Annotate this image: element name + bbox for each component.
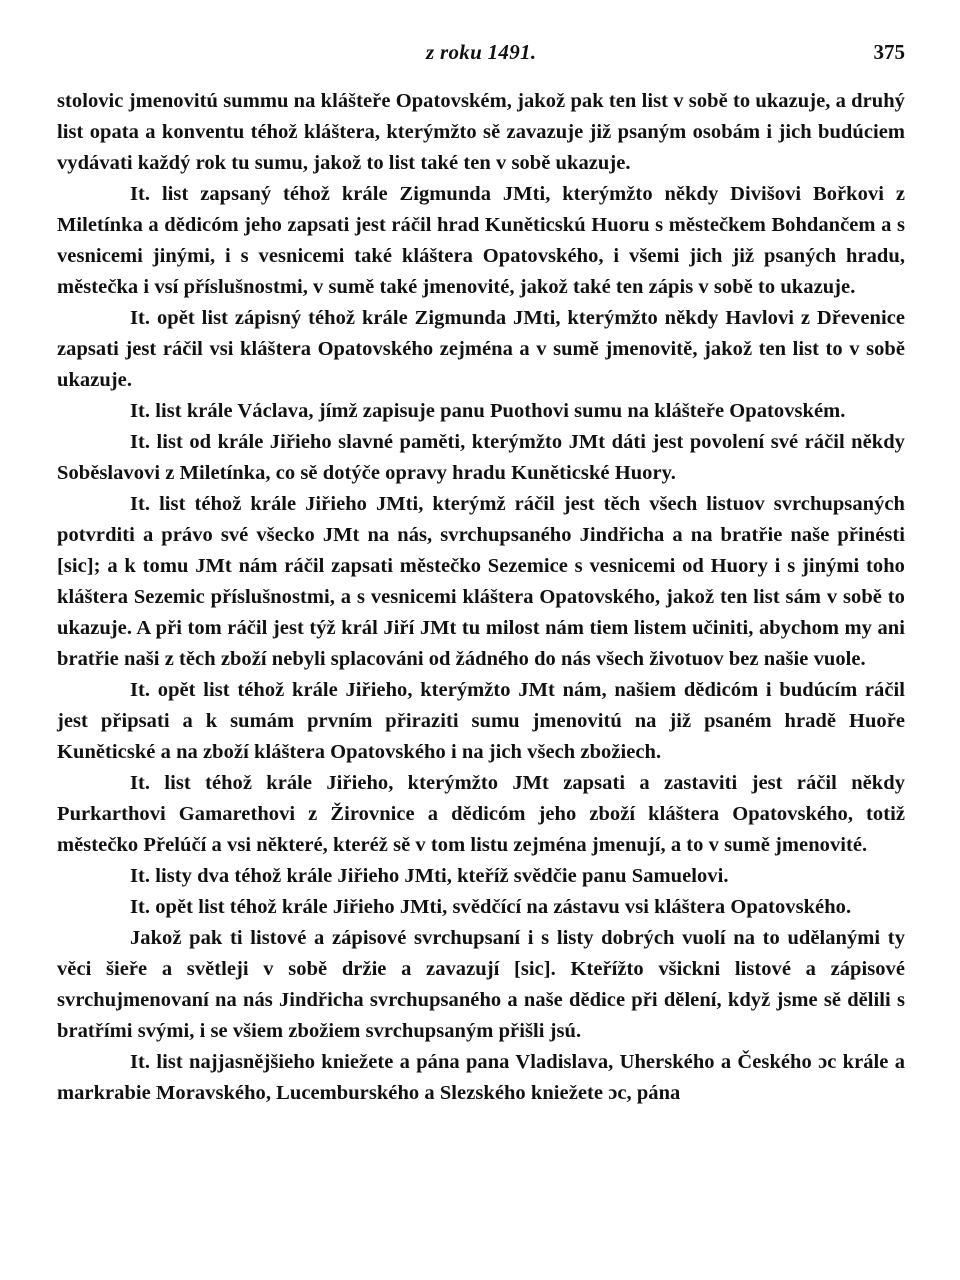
paragraph-jiri-list-pledge: It. opět list téhož krále Jiřieho JMti, svědčící na zástavu vsi kláštera Opatovského.	[130, 896, 852, 918]
running-head	[0, 40, 960, 70]
paragraph-summary: Jakož pak ti listové a zápisové svrchupsaní i s listy dobrých vuolí na to udělanými ty věci šieře a světleji v sobě držie a zavazují [sic]. Kteřížto všickni listové a zápisové svrchujmenovaní na nás Jindřicha svrchupsaného a naše dědice při dělení, když jsme sě dělili s bratřími svými, i se všiem zbožiem svrchupsaným přišli jsú.	[57, 927, 905, 1042]
paragraph-vaclav-list: It. list krále Václava, jímž zapisuje panu Puothovi sumu na klášteře Opatovském.	[130, 400, 846, 422]
paragraph-jiri-list-purkart: It. list téhož krále Jiřieho, kterýmžto JMt zapsati a zastaviti jest ráčil někdy Purkarthovi Gamarethovi z Žirovnice a dědicóm jeho zboží kláštera Opatovského, totiž městečko Přelúčí a vsi některé, kteréž sě v tom listu zejména jmenují, a to v sumě jmenovité.	[57, 772, 905, 856]
paragraph-jiri-list-sums: It. opět list téhož krále Jiřieho, kterýmžto JMt nám, našiem dědicóm i budúcím ráčil jest připsati a k sumám prvním přiraziti sumu jmenovitú na již psaném hradě Huoře Kuněticské a na zboží kláštera Opatovského i na jich všech zbožiech.	[57, 679, 905, 763]
paragraph-jiri-list-soheslav: It. list od krále Jiřieho slavné paměti, kterýmžto JMt dáti jest povolení své ráčil někdy Soběslavovi z Miletínka, co sě dotýče opravy hradu Kuněticské Huory.	[57, 431, 905, 484]
paragraph-vladislav-list: It. list najjasnějšieho kniežete a pána pana Vladislava, Uherského a Českého ɔc krále a markrabie Moravského, Lucemburského a Slezského kniežete ɔc, pána	[57, 1051, 905, 1104]
running-title: z roku 1491.	[426, 40, 537, 64]
paragraph-jiri-lists-samuel: It. listy dva téhož krále Jiřieho JMti, kteříž svědčie panu Samuelovi.	[130, 865, 729, 887]
paragraph-continuation: stolovic jmenovitú summu na klášteře Opatovském, jakož pak ten list v sobě to ukazuje, a druhý list opata a konventu téhož kláštera, kterýmžto sě zavazuje již psaným osobám i jich budúciem vydávati každý rok tu sumu, jakož to list také ten v sobě ukazuje.	[57, 90, 905, 174]
paragraph-jiri-list-confirmation: It. list téhož krále Jiřieho JMti, kterýmž ráčil jest těch všech listuov svrchupsaných potvrditi a právo své všecko JMt na nás, svrchupsaného Jindřicha a na bratřie naše přinésti [sic]; a k tomu JMt nám ráčil zapsati městečko Sezemice s vesnicemi od Huory i s jinými toho kláštera Sezemic příslušnostmi, a s vesnicemi kláštera Opatovského, jakož ten list sám v sobě to ukazuje. A při tom ráčil jest týž král Jiří JMt tu milost nám tiem listem učiniti, abychom my ani bratřie naši z těch zboží nebyli splacováni od žádného do nás všech životuov bez našie vuole.	[57, 493, 905, 670]
page-number: 375	[873, 40, 905, 64]
paragraph-zigmund-list-divis: It. list zapsaný téhož krále Zigmunda JMti, kterýmžto někdy Divišovi Bořkovi z Miletínka a dědicóm jeho zapsati jest ráčil hrad Kuněticskú Huoru s městečkem Bohdančem a s vesnicemi jinými, i s vesnicemi také kláštera Opatovského, i všemi jich již psaných hradu, městečka i vsí příslušnostmi, v sumě také jmenovité, jakož také ten zápis v sobě to ukazuje.	[57, 183, 905, 298]
paragraph-zigmund-list-havel: It. opět list zápisný téhož krále Zigmunda JMti, kterýmžto někdy Havlovi z Dřevenice zapsati jest ráčil vsi kláštera Opatovského zejména a v sumě jmenovitě, jakož ten list to v sobě ukazuje.	[57, 307, 905, 391]
body-text	[57, 86, 905, 1109]
